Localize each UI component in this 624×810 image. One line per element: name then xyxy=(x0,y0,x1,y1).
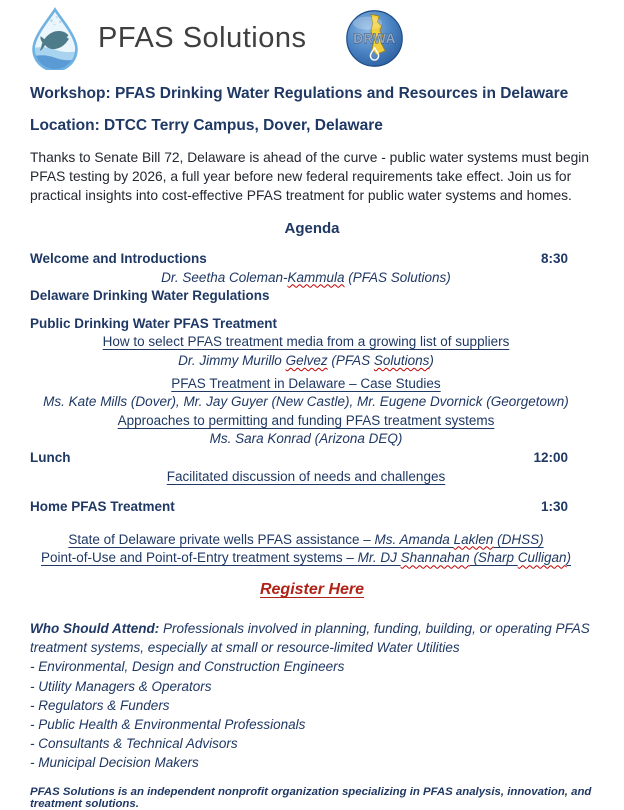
agenda-row-home xyxy=(30,498,582,517)
session-time: 12:00 xyxy=(533,449,568,465)
speaker-text-spellcheck: Shannahan xyxy=(400,550,470,566)
drwa-logo-icon xyxy=(345,9,404,68)
svg-text:DRWA: DRWA xyxy=(352,30,396,46)
pfas-drop-logo-icon xyxy=(26,6,84,70)
session-title: Home PFAS Treatment xyxy=(30,499,175,515)
speaker-text-spellcheck: Kammula xyxy=(287,269,345,285)
header xyxy=(0,0,624,71)
agenda-heading: Agenda xyxy=(284,220,340,237)
topic-text: Point-of-Use and Point-of-Entry treatment systems – xyxy=(40,550,358,566)
speaker-text: (Sharp xyxy=(469,550,518,566)
attend-intro xyxy=(30,619,594,657)
attend-bullet: - Municipal Decision Makers xyxy=(30,755,199,771)
session-regulations: Delaware Drinking Water Regulations xyxy=(30,288,270,304)
session-time: 1:30 xyxy=(540,499,568,515)
speaker-jimmy xyxy=(30,352,582,371)
intro-paragraph: Thanks to Senate Bill 72, Delaware is ahead of the curve - public water systems must begin PFAS testing by 2026, a full year before new federal requirements take effect. Join us for practical insights into cost-effective PFAS treatment for public water systems and homes. xyxy=(30,150,590,203)
speaker-text: (PFAS Solutions) xyxy=(344,269,451,285)
session-public-treatment: Public Drinking Water PFAS Treatment xyxy=(30,315,278,331)
attend-bullet: - Consultants & Technical Advisors xyxy=(30,736,238,752)
speaker-text: ) xyxy=(566,550,571,566)
topic-private-wells xyxy=(30,531,582,550)
attend-lead: Who Should Attend: xyxy=(30,620,160,636)
speaker-text-spellcheck: Solutions xyxy=(373,352,430,368)
speaker-seetha xyxy=(30,269,582,288)
topic-case-studies: PFAS Treatment in Delaware – Case Studies xyxy=(171,375,441,391)
topic-how-to-select: How to select PFAS treatment media from a growing list of suppliers xyxy=(102,334,510,350)
speaker-text-spellcheck: Laklen xyxy=(453,531,494,547)
location-title: Location: DTCC Terry Campus, Dover, Delaware xyxy=(30,117,383,134)
topic-text: State of Delaware private wells PFAS assistance – xyxy=(68,531,375,547)
attend-bullet: - Regulators & Funders xyxy=(30,697,170,713)
speaker-text: Dr. Seetha Coleman- xyxy=(161,269,288,285)
attend-bullet: - Utility Managers & Operators xyxy=(30,678,212,694)
topic-point-of-use xyxy=(30,549,582,568)
speaker-text: Dr. Jimmy Murillo xyxy=(178,352,286,368)
speaker-text-spellcheck: Gelvez xyxy=(285,352,328,368)
session-title: Lunch xyxy=(30,449,71,465)
attend-text: Professionals involved in planning, funding, building, or operating PFAS treatment systems, especially at small or resource-limited Water Utilities xyxy=(30,620,590,656)
agenda-list xyxy=(30,250,582,568)
session-title: Welcome and Introductions xyxy=(30,251,207,266)
speaker-text: (DHSS) xyxy=(493,531,544,547)
register-section xyxy=(0,581,624,599)
register-here-link[interactable]: Register Here xyxy=(259,580,365,598)
workshop-title: Workshop: PFAS Drinking Water Regulations and Resources in Delaware xyxy=(30,85,569,102)
attend-bullet: - Environmental, Design and Construction Engineers xyxy=(30,659,345,675)
brand-title: PFAS Solutions xyxy=(98,21,307,54)
agenda-row-lunch xyxy=(30,449,582,468)
speaker-text: Mr. DJ xyxy=(357,550,401,566)
speaker-sara: Ms. Sara Konrad (Arizona DEQ) xyxy=(209,431,403,447)
session-time: 8:30 xyxy=(540,251,568,266)
who-should-attend xyxy=(30,619,594,773)
speaker-text: Ms. Amanda xyxy=(374,531,454,547)
agenda-row-welcome xyxy=(30,250,582,269)
attend-bullet: - Public Health & Environmental Professionals xyxy=(30,716,306,732)
topic-approaches: Approaches to permitting and funding PFAS treatment systems xyxy=(117,412,495,428)
footer-note: PFAS Solutions is an independent nonprofit organization specializing in PFAS analysis, innovation, and treatment solutions. xyxy=(30,785,592,810)
speaker-text: ) xyxy=(429,352,434,368)
speaker-panel: Ms. Kate Mills (Dover), Mr. Jay Guyer (New Castle), Mr. Eugene Dvornick (Georgetown) xyxy=(43,394,569,410)
speaker-text: (PFAS xyxy=(327,352,374,368)
topic-facilitated-discussion: Facilitated discussion of needs and challenges xyxy=(166,468,446,484)
speaker-text-spellcheck: Culligan xyxy=(517,550,567,566)
